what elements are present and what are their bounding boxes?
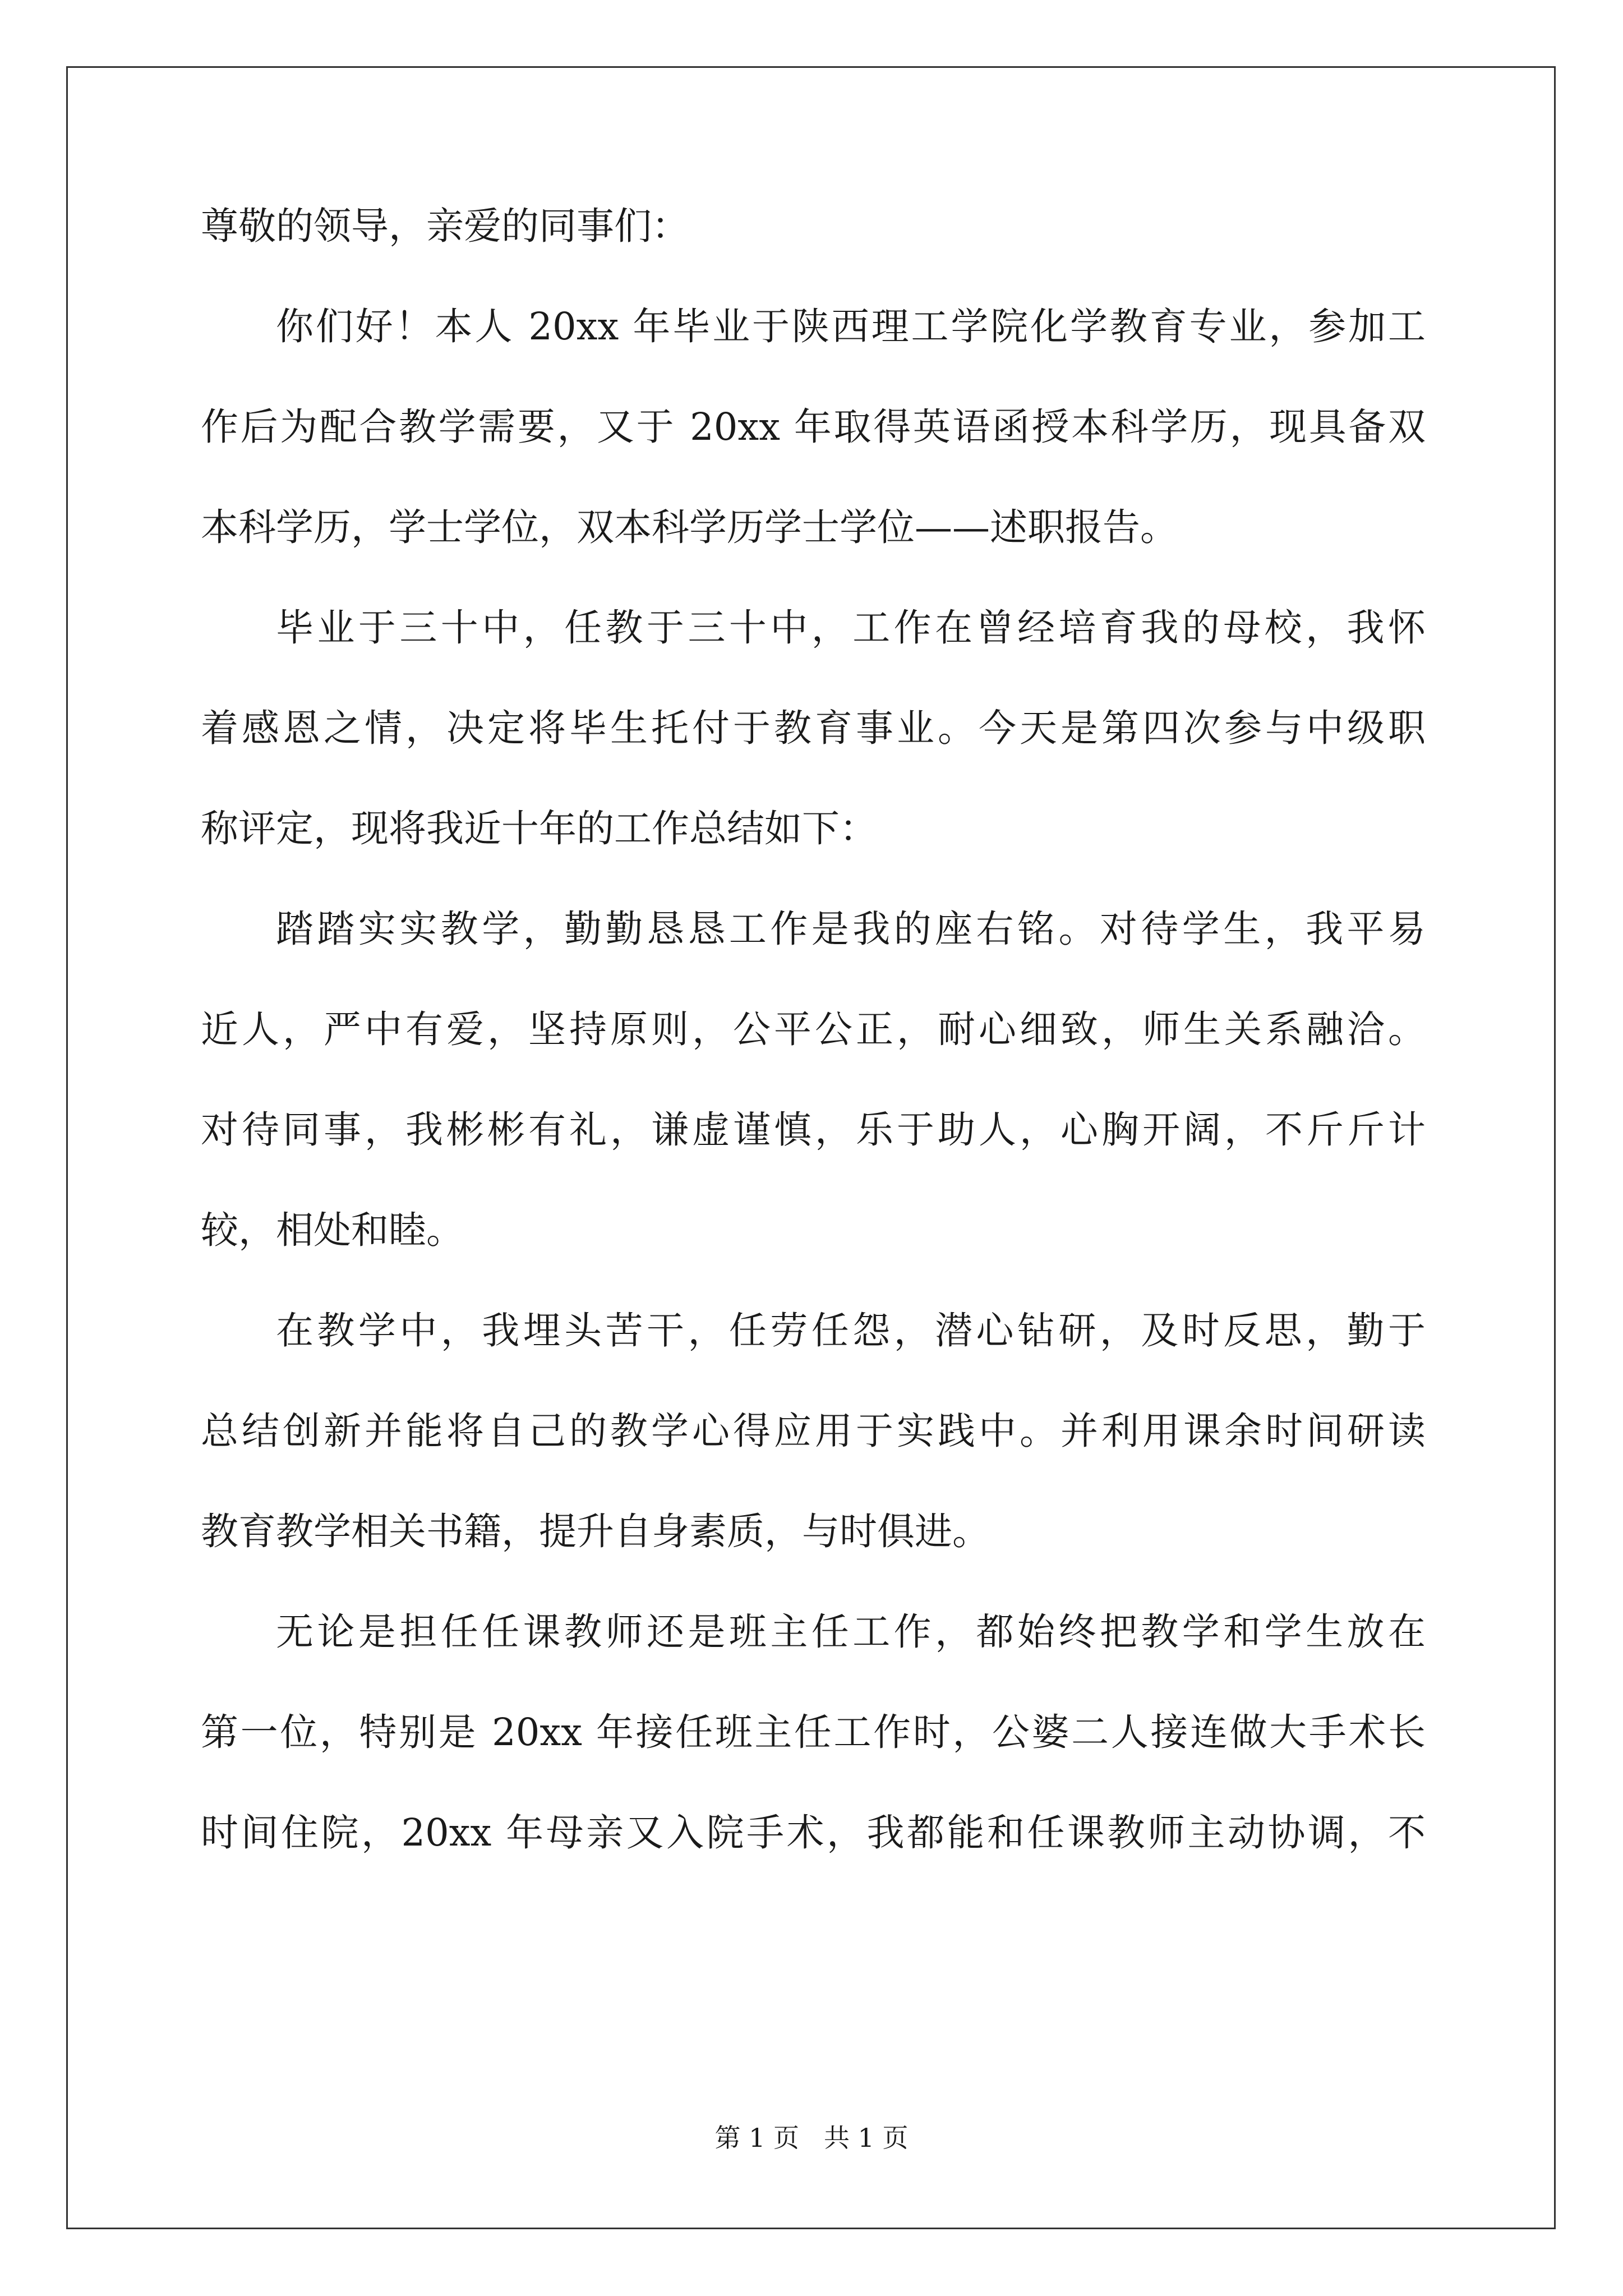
page-footer <box>0 2125 1623 2151</box>
paragraph-line: 本科学历，学士学位，双本科学历学士学位——述职报告。 <box>201 505 1178 549</box>
paragraph-line: 第一位，特别是 20xx 年接任班主任工作时，公婆二人接连做大手术长 <box>201 1710 1426 1754</box>
paragraph-line: 时间住院，20xx 年母亲又入院手术，我都能和任课教师主动协调，不 <box>201 1811 1426 1855</box>
paragraph-line: 着感恩之情，决定将毕生托付于教育事业。今天是第四次参与中级职 <box>201 706 1426 750</box>
paragraph-line: 对待同事，我彬彬有礼，谦虚谨慎，乐于助人，心胸开阔，不斤斤计 <box>201 1108 1426 1152</box>
page-number: 第 1 页 <box>714 2123 799 2153</box>
paragraph-line: 总结创新并能将自己的教学心得应用于实践中。并利用课余时间研读 <box>201 1409 1426 1453</box>
salutation-line: 尊敬的领导，亲爱的同事们： <box>201 204 689 248</box>
paragraph-line: 无论是担任任课教师还是班主任工作，都始终把教学和学生放在 <box>276 1610 1426 1654</box>
paragraph-line: 较，相处和睦。 <box>201 1208 464 1252</box>
paragraph-line: 毕业于三十中，任教于三十中，工作在曾经培育我的母校，我怀 <box>276 606 1426 650</box>
paragraph-line: 称评定，现将我近十年的工作总结如下： <box>201 807 877 850</box>
paragraph-line: 你们好！本人 20xx 年毕业于陕西理工学院化学教育专业，参加工 <box>276 305 1426 348</box>
document-body <box>201 204 1426 1855</box>
paragraph-line: 在教学中，我埋头苦干，任劳任怨，潜心钻研，及时反思，勤于 <box>276 1309 1426 1352</box>
paragraph-line: 教育教学相关书籍，提升自身素质，与时俱进。 <box>201 1510 990 1553</box>
paragraph-line: 近人，严中有爱，坚持原则，公平公正，耐心细致，师生关系融洽。 <box>201 1007 1426 1051</box>
paragraph-line: 踏踏实实教学，勤勤恳恳工作是我的座右铭。对待学生，我平易 <box>276 907 1426 951</box>
page-total: 共 1 页 <box>824 2123 909 2153</box>
paragraph-line: 作后为配合教学需要，又于 20xx 年取得英语函授本科学历，现具备双 <box>201 405 1426 449</box>
